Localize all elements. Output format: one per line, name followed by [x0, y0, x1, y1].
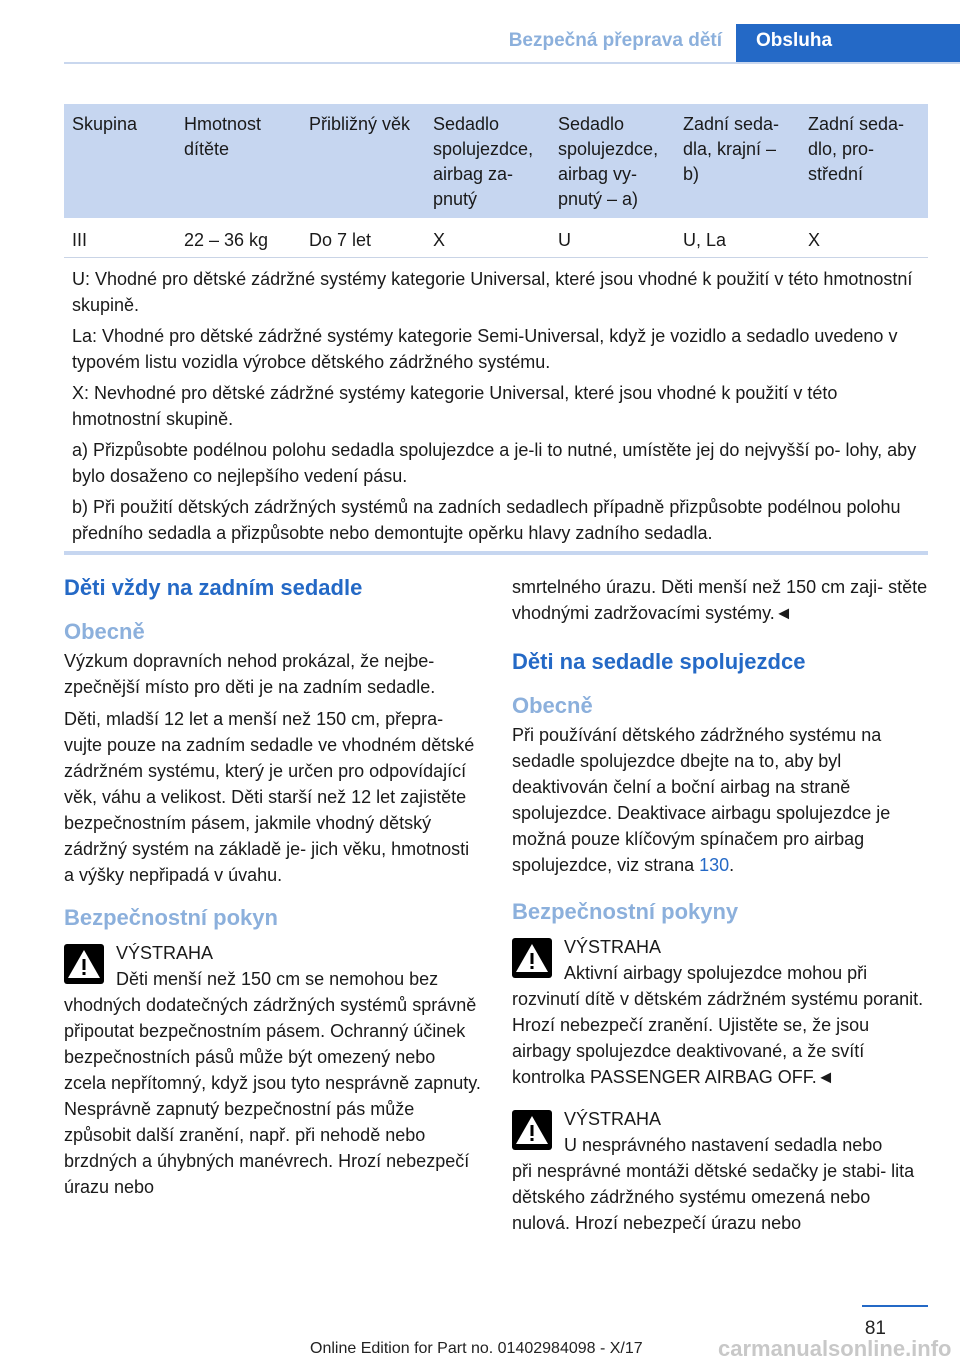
edition-info: Online Edition for Part no. 01402984098 - X/17 [310, 1340, 643, 1357]
right-column [512, 574, 930, 1236]
section-heading: Děti vždy na zadním sedadle [64, 575, 363, 600]
warning-text: při nesprávné montáži dětské sedačky je stabi- lita dětského zádržného systému omezená nebo nulová. Hrozí nebezpečí úrazu nebo [512, 1161, 915, 1233]
warning-block [64, 940, 482, 1200]
warning-triangle-icon [512, 1110, 552, 1150]
table-header-cell: Hmotnost dítěte [184, 114, 262, 159]
breadcrumb[interactable]: Bezpečná přeprava dětí [508, 30, 722, 51]
paragraph [512, 722, 930, 878]
warning-triangle-icon [64, 944, 104, 984]
table-note: a) Přizpůsobte podélnou polohu sedadla spolujezdce a je-li to nutné, umístěte jej do nejvyšší po- lohy, aby bylo dosaženo co nejlepšího vedení pásu. [72, 440, 917, 486]
warning-text: vhodných dodatečných zádržných systémů správně připoutat bezpečnostním pásem. Ochranný účinek bezpečnostních pásů může být omezený nebo zcela nepřítomný, když jsou tyto nesprávně zapnuty. Nesprávně zapnutý bezpečnostní pás může způsobit další zranění, např. při nehodě nebo brzdných a úhybných manévrech. Hrozí nebezpečí úrazu nebo [64, 995, 481, 1197]
table-header-cell: Sedadlo spolujezdce, airbag vy- pnutý – a) [558, 114, 659, 209]
warning-title: VÝSTRAHA [564, 937, 662, 957]
table-cell: U, La [683, 230, 727, 250]
section-tab[interactable]: Obsluha [736, 24, 960, 62]
warning-block [512, 934, 930, 1090]
table-cell: 22 – 36 kg [184, 230, 269, 250]
page-header [0, 0, 960, 62]
warning-text: Aktivní airbagy spolujezdce mohou při [564, 963, 868, 983]
table-note: X: Nevhodné pro dětské zádržné systémy kategorie Universal, které jsou vhodné k použití v této hmotnostní skupině. [72, 383, 838, 429]
subsection-heading: Bezpečnostní pokyn [64, 905, 278, 930]
table-cell: X [433, 230, 446, 250]
table-header-cell: Skupina [72, 114, 138, 134]
section-heading: Děti na sedadle spolujezdce [512, 649, 806, 674]
paragraph: Výzkum dopravních nehod prokázal, že nejbe- zpečnější místo pro děti je na zadním sedadle. [64, 651, 436, 697]
table-header-cell: Sedadlo spolujezdce, airbag za- pnutý [433, 114, 534, 209]
table-notes [72, 266, 928, 551]
table-bottom-divider [64, 551, 928, 555]
table-note: b) Při použití dětských zádržných systémů na zadních sedadlech případně přizpůsobte podélnou polohu předního sedadla a přizpůsobte nebo demontujte opěrku hlavy zadního sedadla. [72, 497, 901, 543]
subsection-heading: Obecně [512, 693, 593, 718]
paragraph: Děti, mladší 12 let a menší než 150 cm, přepra- vujte pouze na zadním sedadle ve vhodném dětské zádržném systému, který je určen pro odpovídající věk, váhu a velikost. Děti starší než 12 let zajistěte bezpečnostním pásem, jakmile vhodný dětský zádržný systém na základě je- jich věku, hmotnosti a výšky nepřipadá v úvahu. [64, 709, 475, 885]
table-row [64, 218, 928, 258]
watermark: carmanualsonline.info [718, 1336, 952, 1361]
header-divider [64, 62, 960, 64]
warning-text: U nesprávného nastavení sedadla nebo [564, 1135, 883, 1155]
warning-triangle-icon [512, 938, 552, 978]
warning-title: VÝSTRAHA [116, 943, 214, 963]
paragraph: smrtelného úrazu. Děti menší než 150 cm zaji- stěte vhodnými zadržovacími systémy.◄ [512, 577, 928, 623]
warning-text: rozvinutí dítě v dětském zádržném systému poranit. Hrozí nebezpečí zranění. Ujistěte se, že jsou airbagy spolujezdce deaktivované, a že svítí kontrolka PASSENGER AIRBAG OFF.◄ [512, 989, 924, 1087]
child-seat-table [64, 104, 928, 258]
table-header-row [64, 104, 928, 218]
table-cell: III [72, 230, 88, 250]
table-cell: Do 7 let [309, 230, 372, 250]
page-number: 81 [864, 1318, 886, 1339]
table-header-cell: Přibližný věk [309, 114, 411, 134]
warning-text: Děti menší než 150 cm se nemohou bez [116, 969, 439, 989]
page-link[interactable]: 130 [699, 855, 730, 875]
table-cell: U [558, 230, 571, 250]
paragraph-text: Při používání dětského zádržného systému na sedadle spolujezdce dbejte na to, aby byl deaktivován čelní a boční airbag na straně spolujezdce. Deaktivace airbagu spolujezdce je možná pouze klíčovým spínačem pro airbag spolujezdce, viz strana [512, 725, 891, 875]
warning-block [512, 1106, 930, 1236]
left-column [64, 574, 482, 1200]
subsection-heading: Obecně [64, 619, 145, 644]
warning-title: VÝSTRAHA [564, 1109, 662, 1129]
subsection-heading: Bezpečnostní pokyny [512, 899, 739, 924]
footer-divider [862, 1305, 928, 1307]
table-header-cell: Zadní seda- dla, krajní – b) [683, 114, 780, 184]
table-note: La: Vhodné pro dětské zádržné systémy kategorie Semi-Universal, když je vozidlo a sedadlo uvedeno v typovém listu vozidla výrobce dětského zádržného systému. [72, 326, 898, 372]
table-note: U: Vhodné pro dětské zádržné systémy kategorie Universal, které jsou vhodné k použití v této hmotnostní skupině. [72, 269, 913, 315]
table-header-cell: Zadní seda- dlo, pro- střední [808, 114, 905, 184]
paragraph-text: . [729, 855, 735, 875]
table-cell: X [808, 230, 821, 250]
